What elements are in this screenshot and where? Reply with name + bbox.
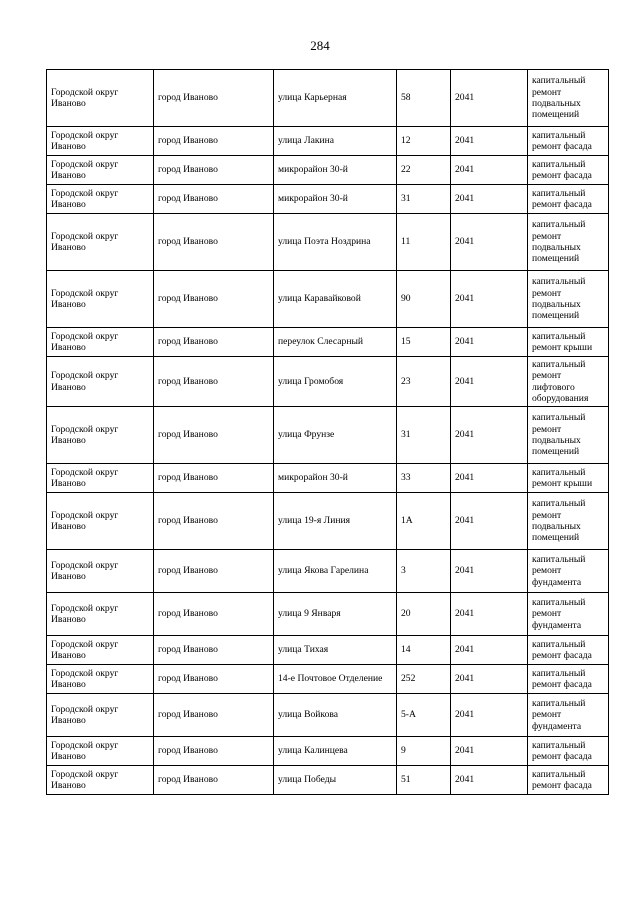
table-row <box>47 185 609 214</box>
table-row <box>47 70 609 127</box>
city-cell: город Иваново <box>154 493 274 550</box>
city-cell: город Иваново <box>154 185 274 214</box>
table-row <box>47 357 609 407</box>
year-cell: 2041 <box>451 328 528 357</box>
district-cell: Городской округ Иваново <box>47 185 154 214</box>
year-cell: 2041 <box>451 70 528 127</box>
street-cell: микрорайон 30-й <box>274 464 397 493</box>
year-cell: 2041 <box>451 694 528 737</box>
house-cell: 90 <box>397 271 451 328</box>
street-cell: микрорайон 30-й <box>274 156 397 185</box>
street-cell: улица 9 Января <box>274 593 397 636</box>
year-cell: 2041 <box>451 464 528 493</box>
street-cell: улица Тихая <box>274 636 397 665</box>
table-row <box>47 464 609 493</box>
work-type-cell: капитальный ремонт фундамента <box>528 593 609 636</box>
year-cell: 2041 <box>451 214 528 271</box>
work-type-cell: капитальный ремонт подвальных помещений <box>528 407 609 464</box>
work-type-cell: капитальный ремонт подвальных помещений <box>528 271 609 328</box>
street-cell: улица Лакина <box>274 127 397 156</box>
city-cell: город Иваново <box>154 694 274 737</box>
city-cell: город Иваново <box>154 550 274 593</box>
city-cell: город Иваново <box>154 357 274 407</box>
city-cell: город Иваново <box>154 407 274 464</box>
year-cell: 2041 <box>451 185 528 214</box>
street-cell: улица Громобоя <box>274 357 397 407</box>
district-cell: Городской округ Иваново <box>47 694 154 737</box>
district-cell: Городской округ Иваново <box>47 357 154 407</box>
house-cell: 15 <box>397 328 451 357</box>
work-type-cell: капитальный ремонт крыши <box>528 328 609 357</box>
house-cell: 31 <box>397 185 451 214</box>
district-cell: Городской округ Иваново <box>47 593 154 636</box>
year-cell: 2041 <box>451 593 528 636</box>
table-row <box>47 271 609 328</box>
city-cell: город Иваново <box>154 593 274 636</box>
table-row <box>47 493 609 550</box>
street-cell: микрорайон 30-й <box>274 185 397 214</box>
year-cell: 2041 <box>451 357 528 407</box>
work-type-cell: капитальный ремонт крыши <box>528 464 609 493</box>
year-cell: 2041 <box>451 636 528 665</box>
street-cell: улица 19-я Линия <box>274 493 397 550</box>
district-cell: Городской округ Иваново <box>47 328 154 357</box>
work-type-cell: капитальный ремонт фасада <box>528 156 609 185</box>
work-type-cell: капитальный ремонт фасада <box>528 185 609 214</box>
year-cell: 2041 <box>451 493 528 550</box>
house-cell: 51 <box>397 766 451 795</box>
district-cell: Городской округ Иваново <box>47 407 154 464</box>
district-cell: Городской округ Иваново <box>47 737 154 766</box>
street-cell: улица Фрунзе <box>274 407 397 464</box>
street-cell: улица Поэта Ноздрина <box>274 214 397 271</box>
year-cell: 2041 <box>451 550 528 593</box>
house-cell: 12 <box>397 127 451 156</box>
repair-schedule-table <box>46 69 609 795</box>
house-cell: 31 <box>397 407 451 464</box>
city-cell: город Иваново <box>154 156 274 185</box>
house-cell: 9 <box>397 737 451 766</box>
page-number: 284 <box>310 38 330 53</box>
district-cell: Городской округ Иваново <box>47 550 154 593</box>
house-cell: 1А <box>397 493 451 550</box>
year-cell: 2041 <box>451 271 528 328</box>
work-type-cell: капитальный ремонт фасада <box>528 737 609 766</box>
district-cell: Городской округ Иваново <box>47 636 154 665</box>
city-cell: город Иваново <box>154 271 274 328</box>
district-cell: Городской округ Иваново <box>47 70 154 127</box>
district-cell: Городской округ Иваново <box>47 156 154 185</box>
year-cell: 2041 <box>451 737 528 766</box>
table-row <box>47 214 609 271</box>
house-cell: 33 <box>397 464 451 493</box>
house-cell: 252 <box>397 665 451 694</box>
table-row <box>47 407 609 464</box>
street-cell: переулок Слесарный <box>274 328 397 357</box>
table-row <box>47 766 609 795</box>
work-type-cell: капитальный ремонт фасада <box>528 636 609 665</box>
table-row <box>47 694 609 737</box>
city-cell: город Иваново <box>154 464 274 493</box>
table-row <box>47 636 609 665</box>
city-cell: город Иваново <box>154 737 274 766</box>
street-cell: улица Карьерная <box>274 70 397 127</box>
district-cell: Городской округ Иваново <box>47 464 154 493</box>
table-row <box>47 665 609 694</box>
street-cell: улица Победы <box>274 766 397 795</box>
work-type-cell: капитальный ремонт подвальных помещений <box>528 70 609 127</box>
house-cell: 11 <box>397 214 451 271</box>
district-cell: Городской округ Иваново <box>47 127 154 156</box>
city-cell: город Иваново <box>154 328 274 357</box>
street-cell: улица Калинцева <box>274 737 397 766</box>
city-cell: город Иваново <box>154 636 274 665</box>
house-cell: 14 <box>397 636 451 665</box>
city-cell: город Иваново <box>154 127 274 156</box>
house-cell: 5-А <box>397 694 451 737</box>
table-row <box>47 593 609 636</box>
city-cell: город Иваново <box>154 70 274 127</box>
year-cell: 2041 <box>451 127 528 156</box>
work-type-cell: капитальный ремонт лифтового оборудования <box>528 357 609 407</box>
year-cell: 2041 <box>451 156 528 185</box>
district-cell: Городской округ Иваново <box>47 766 154 795</box>
city-cell: город Иваново <box>154 214 274 271</box>
table-row <box>47 127 609 156</box>
street-cell: улица Каравайковой <box>274 271 397 328</box>
house-cell: 3 <box>397 550 451 593</box>
work-type-cell: капитальный ремонт фасада <box>528 127 609 156</box>
district-cell: Городской округ Иваново <box>47 493 154 550</box>
district-cell: Городской округ Иваново <box>47 665 154 694</box>
district-cell: Городской округ Иваново <box>47 271 154 328</box>
table-row <box>47 156 609 185</box>
work-type-cell: капитальный ремонт фасада <box>528 665 609 694</box>
work-type-cell: капитальный ремонт подвальных помещений <box>528 493 609 550</box>
house-cell: 23 <box>397 357 451 407</box>
house-cell: 20 <box>397 593 451 636</box>
district-cell: Городской округ Иваново <box>47 214 154 271</box>
city-cell: город Иваново <box>154 665 274 694</box>
table-body <box>47 70 609 795</box>
year-cell: 2041 <box>451 407 528 464</box>
work-type-cell: капитальный ремонт фундамента <box>528 694 609 737</box>
house-cell: 58 <box>397 70 451 127</box>
city-cell: город Иваново <box>154 766 274 795</box>
street-cell: 14-е Почтовое Отделение <box>274 665 397 694</box>
table-row <box>47 737 609 766</box>
work-type-cell: капитальный ремонт фасада <box>528 766 609 795</box>
work-type-cell: капитальный ремонт подвальных помещений <box>528 214 609 271</box>
work-type-cell: капитальный ремонт фундамента <box>528 550 609 593</box>
table-row <box>47 328 609 357</box>
year-cell: 2041 <box>451 665 528 694</box>
year-cell: 2041 <box>451 766 528 795</box>
house-cell: 22 <box>397 156 451 185</box>
street-cell: улица Якова Гарелина <box>274 550 397 593</box>
table-row <box>47 550 609 593</box>
street-cell: улица Войкова <box>274 694 397 737</box>
